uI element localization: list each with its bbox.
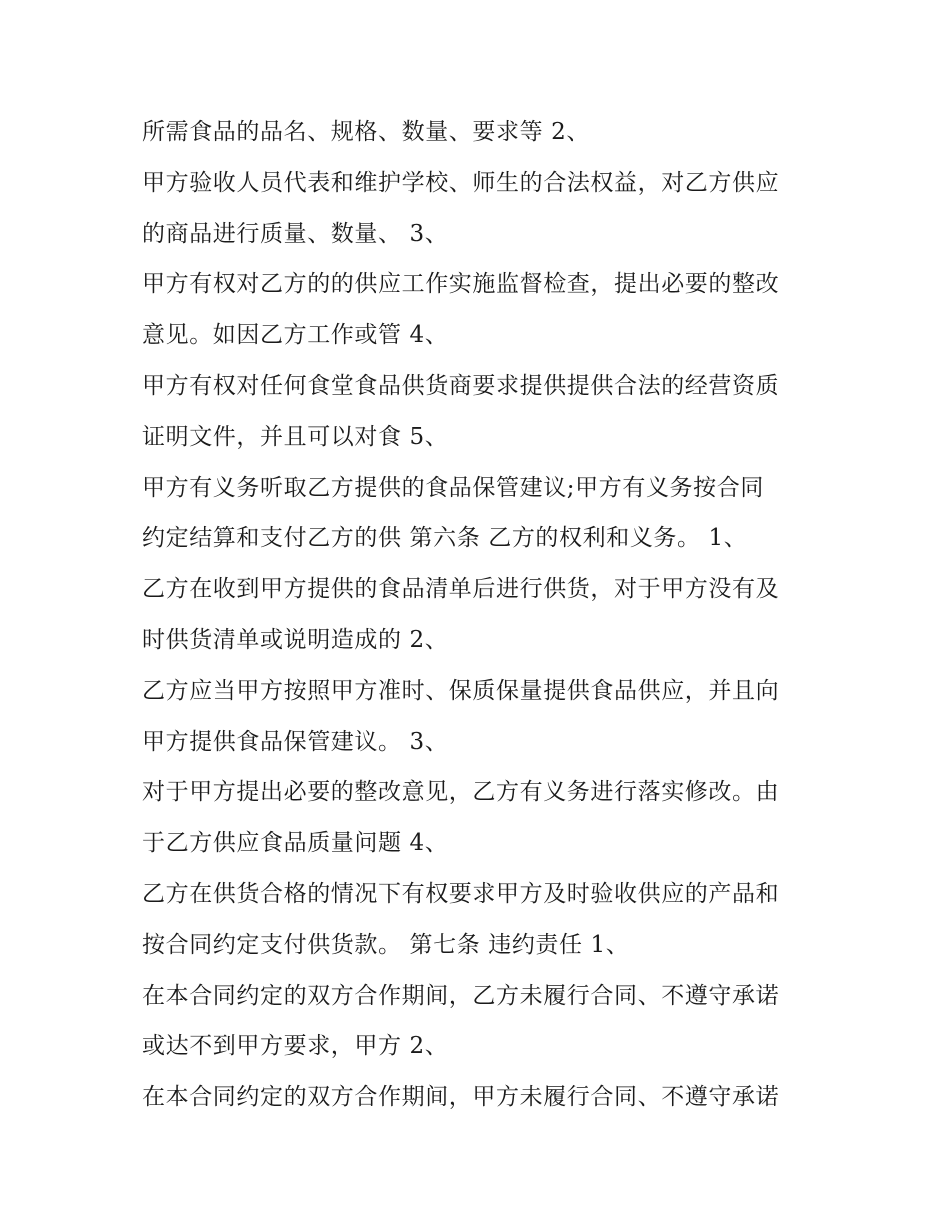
text-line: 在本合同约定的双方合作期间，甲方未履行合同、不遵守承诺: [142, 1084, 780, 1111]
text-line: 意见。如因乙方工作或管 4、: [142, 322, 449, 349]
text-line: 甲方提供食品保管建议。 3、: [142, 728, 449, 755]
text-line: 所需食品的品名、规格、数量、要求等 2、: [142, 119, 590, 145]
text-line: 时供货清单或说明造成的 2、: [142, 626, 449, 653]
text-line: 证明文件，并且可以对食 5、: [142, 423, 449, 450]
text-line: 甲方有权对任何食堂食品供货商要求提供提供合法的经营资质: [142, 372, 780, 399]
text-line: 约定结算和支付乙方的供 第六条 乙方的权利和义务。 1、: [142, 525, 748, 552]
text-line: 按合同约定支付供货款。 第七条 违约责任 1、: [142, 931, 630, 958]
text-line: 的商品进行质量、数量、 3、: [142, 220, 449, 247]
text-line: 乙方应当甲方按照甲方准时、保质保量提供食品供应，并且向: [142, 677, 780, 704]
text-line: 甲方有义务听取乙方提供的食品保管建议;甲方有义务按合同: [142, 474, 764, 501]
text-line: 在本合同约定的双方合作期间，乙方未履行合同、不遵守承诺: [142, 982, 780, 1009]
text-line: 乙方在供货合格的情况下有权要求甲方及时验收供应的产品和: [142, 880, 780, 907]
text-line: 乙方在收到甲方提供的食品清单后进行供货，对于甲方没有及: [142, 576, 780, 603]
text-line: 甲方验收人员代表和维护学校、师生的合法权益，对乙方供应: [142, 169, 780, 196]
text-line: 对于甲方提出必要的整改意见，乙方有义务进行落实修改。由: [142, 779, 780, 806]
document-body: [142, 107, 832, 1123]
text-line: 甲方有权对乙方的的供应工作实施监督检查，提出必要的整改: [142, 271, 780, 298]
text-line: 于乙方供应食品质量问题 4、: [142, 830, 449, 857]
text-line: 或达不到甲方要求，甲方 2、: [142, 1033, 449, 1060]
